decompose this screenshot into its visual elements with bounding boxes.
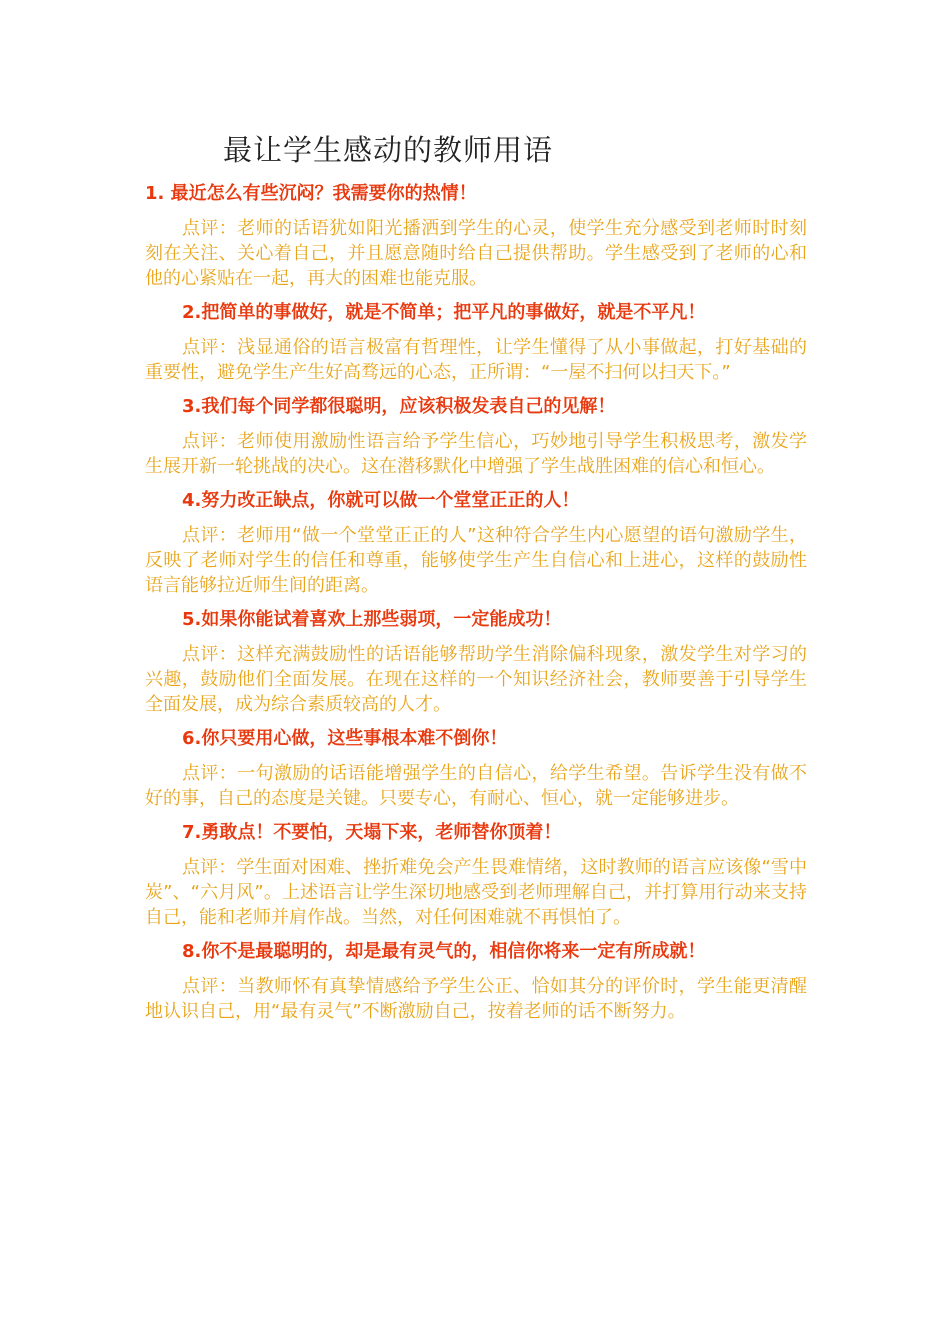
item-comment: 点评：当教师怀有真挚情感给予学生公正、恰如其分的评价时，学生能更清醒地认识自己，用“最有灵气”不断激励自己，按着老师的话不断努力。 [145,976,807,1022]
item-comment: 点评：这样充满鼓励性的话语能够帮助学生消除偏科现象，激发学生对学习的兴趣，鼓励他们全面发展。在现在这样的一个知识经济社会，教师要善于引导学生全面发展，成为综合素质较高的人才。 [145,644,807,715]
item-heading: 5.如果你能试着喜欢上那些弱项，一定能成功！ [182,609,562,630]
document-page [145,128,807,1024]
item-comment: 点评：老师的话语犹如阳光播洒到学生的心灵，使学生充分感受到老师时时刻刻在关注、关心着自己，并且愿意随时给自己提供帮助。学生感受到了老师的心和他的心紧贴在一起，再大的困难也能克服。 [145,218,807,289]
item-heading: 4.努力改正缺点，你就可以做一个堂堂正正的人！ [182,490,580,511]
list-item [145,936,807,1024]
list-item [145,604,807,717]
item-comment: 点评：一句激励的话语能增强学生的自信心，给学生希望。告诉学生没有做不好的事，自己的态度是关键。只要专心，有耐心、恒心，就一定能够进步。 [145,763,807,809]
list-item [145,178,807,291]
item-heading: 7.勇敢点！不要怕，天塌下来，老师替你顶着！ [182,822,562,843]
item-comment: 点评：浅显通俗的语言极富有哲理性，让学生懂得了从小事做起，打好基础的重要性，避免学生产生好高骛远的心态，正所谓：“一屋不扫何以扫天下。” [145,337,807,383]
item-comment: 点评：老师使用激励性语言给予学生信心，巧妙地引导学生积极思考，激发学生展开新一轮挑战的决心。这在潜移默化中增强了学生战胜困难的信心和恒心。 [145,431,807,477]
item-comment: 点评：学生面对困难、挫折难免会产生畏难情绪，这时教师的语言应该像“雪中炭”、“六月风”。上述语言让学生深切地感受到老师理解自己，并打算用行动来支持自己，能和老师并肩作战。当然，对任何困难就不再惧怕了。 [145,857,807,928]
list-item [145,485,807,598]
item-comment: 点评：老师用“做一个堂堂正正的人”这种符合学生内心愿望的语句激励学生，反映了老师对学生的信任和尊重，能够使学生产生自信心和上进心，这样的鼓励性语言能够拉近师生间的距离。 [145,525,807,596]
list-item [145,817,807,930]
list-item [145,297,807,385]
list-item [145,391,807,479]
item-heading: 6.你只要用心做，这些事根本难不倒你！ [182,728,508,749]
list-item [145,723,807,811]
item-heading: 2.把简单的事做好，就是不简单；把平凡的事做好，就是不平凡！ [182,302,706,323]
item-heading: 3.我们每个同学都很聪明，应该积极发表自己的见解！ [182,396,616,417]
item-heading: 1. 最近怎么有些沉闷？我需要你的热情！ [145,183,477,204]
document-title: 最让学生感动的教师用语 [223,133,554,167]
item-heading: 8.你不是最聪明的，却是最有灵气的，相信你将来一定有所成就！ [182,941,706,962]
